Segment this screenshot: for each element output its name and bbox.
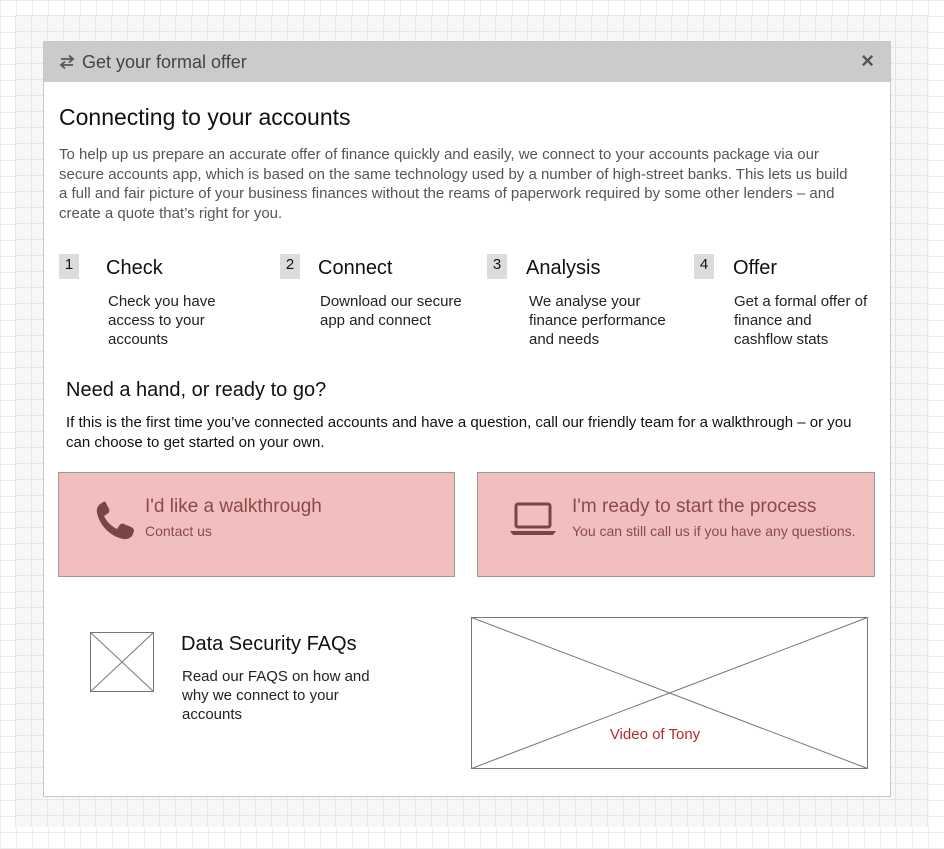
step-title: Offer (733, 257, 778, 279)
faq-image-placeholder (90, 632, 154, 692)
help-title: Need a hand, or ready to go? (66, 379, 327, 401)
video-placeholder[interactable] (471, 617, 868, 769)
step-number: 2 (280, 254, 300, 279)
laptop-icon (508, 501, 558, 537)
formal-offer-modal (43, 41, 891, 797)
modal-header (44, 42, 890, 82)
step-description: Check you have access to your accounts (108, 293, 216, 348)
phone-icon (93, 499, 137, 543)
modal-header-title: Get your formal offer (82, 52, 247, 72)
start-process-subtitle: You can still call us if you have any questions. (572, 523, 856, 539)
video-label: Video of Tony (609, 726, 701, 743)
step-description: We analyse your finance performance and needs (529, 293, 666, 348)
step-description: Download our secure app and connect (320, 293, 462, 329)
walkthrough-subtitle: Contact us (145, 523, 212, 539)
swap-arrows-icon (58, 54, 76, 70)
step-number: 1 (59, 254, 79, 279)
close-icon[interactable]: × (861, 48, 874, 73)
faq-description: Read our FAQS on how and why we connect to your accounts (182, 668, 370, 723)
intro-text: To help up us prepare an accurate offer of finance quickly and easily, we connect to your accounts package via our secure accounts app, which is based on the same technology used by a number of high-street banks. This lets us build a full and fair picture of your business finances without the reams of paperwork required by some other lenders – and create a quote that’s right for you. (59, 146, 848, 222)
help-text: If this is the first time you’ve connected accounts and have a question, call our friendly team for a walkthrough – or you can choose to get started on your own. (66, 414, 852, 451)
step-title: Check (106, 257, 163, 279)
start-process-button[interactable] (477, 472, 875, 577)
step-number: 4 (694, 254, 714, 279)
start-process-title: I'm ready to start the process (572, 496, 817, 517)
step-title: Analysis (526, 257, 601, 279)
page-title: Connecting to your accounts (59, 104, 351, 130)
step-title: Connect (318, 257, 393, 279)
walkthrough-button[interactable] (58, 472, 455, 577)
faq-title[interactable]: Data Security FAQs (181, 633, 357, 655)
walkthrough-title: I'd like a walkthrough (145, 496, 322, 517)
step-description: Get a formal offer of finance and cashflow stats (734, 293, 868, 348)
step-number: 3 (487, 254, 507, 279)
